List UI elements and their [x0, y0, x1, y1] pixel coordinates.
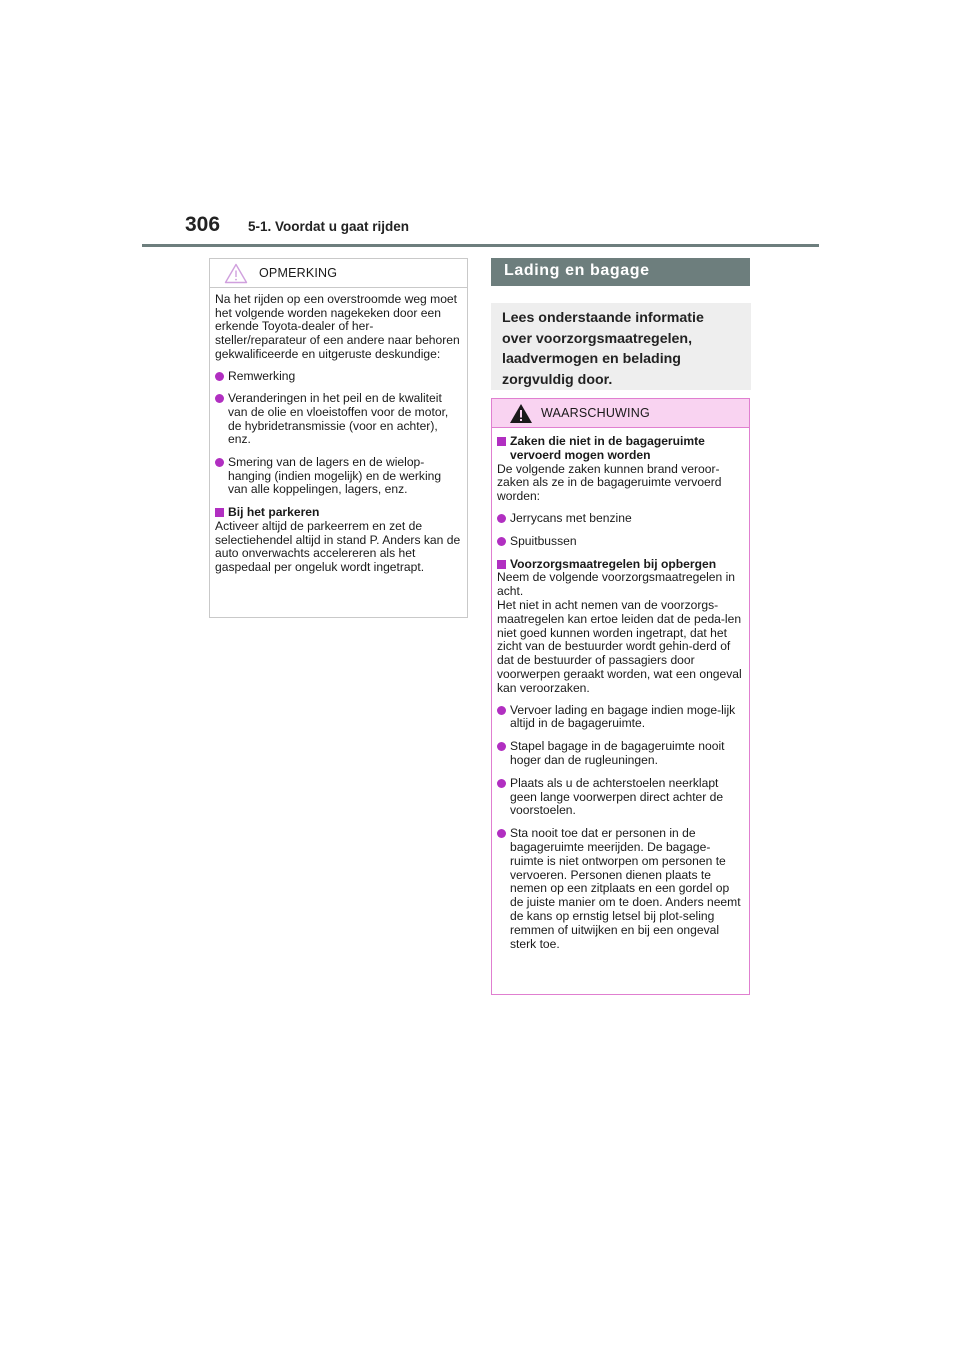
bullet-dot-icon: [215, 458, 224, 467]
caution-triangle-icon: [224, 263, 248, 284]
header-rule: [142, 244, 819, 247]
list-item: Vervoer lading en bagage indien moge-lijk altijd in de bagageruimte.: [497, 704, 743, 732]
bullet-dot-icon: [497, 706, 506, 715]
page-number: 306: [185, 213, 221, 236]
list-item: Veranderingen in het peil en de kwaliteit van de olie en vloeistoffen voor de motor, de hybridetransmissie (voor en achter), enz.: [215, 392, 461, 447]
warning-box: [491, 398, 750, 995]
note-header: [210, 259, 467, 288]
list-item: Stapel bagage in de bagageruimte nooit hoger dan de rugleuningen.: [497, 740, 743, 768]
section-title: 5-1. Voordat u gaat rijden: [248, 219, 410, 234]
bullet-dot-icon: [497, 742, 506, 751]
warning-heading: WAARSCHUWING: [541, 406, 650, 420]
bullet-dot-icon: [497, 829, 506, 838]
list-item: Remwerking: [215, 370, 461, 384]
warning-section-text: Neem de volgende voorzorgsmaatregelen in acht.: [497, 570, 735, 599]
note-box: [209, 258, 468, 618]
cargo-intro-text: Lees onderstaande informatie over voorzorgsmaatregelen, laadvermogen en belading zorgvuldig door.: [502, 310, 704, 388]
bullet-dot-icon: [215, 372, 224, 381]
bullet-dot-icon: [497, 537, 506, 546]
warning-header: [492, 399, 749, 428]
note-intro: Na het rijden op een overstroomde weg moet het volgende worden nagekeken door een erkende Toyota-dealer of her-steller/reparateur of een andere naar behoren gekwalificeerde en uitgeruste deskundige:: [215, 292, 460, 361]
cargo-title: Lading en bagage: [504, 262, 650, 279]
bullet-dot-icon: [497, 779, 506, 788]
parking-heading: Bij het parkeren: [215, 506, 461, 520]
list-item: Spuitbussen: [497, 535, 743, 549]
warning-section-text: Het niet in acht nemen van de voorzorgs-maatregelen kan ertoe leiden dat de peda-len niet goed kunnen worden ingetrapt, dat het zicht van de bestuurder wordt gehin-derd of dat de bestuurder of passagiers door voorwerpen geraakt worden, wat een ongeval kan veroorzaken.: [497, 597, 742, 695]
bullet-square-icon: [215, 508, 224, 517]
warning-section-heading: Zaken die niet in de bagageruimte vervoerd mogen worden: [497, 435, 743, 463]
list-item: Plaats als u de achterstoelen neerklapt geen lange voorwerpen direct achter de voorstoelen.: [497, 777, 743, 818]
list-item: Jerrycans met benzine: [497, 512, 743, 526]
list-item: Sta nooit toe dat er personen in de bagageruimte meerijden. De bagage-ruimte is niet ontworpen om personen te vervoeren. Personen dienen plaats te nemen op een zitplaats en een gordel op de juiste manier om te doen. Anders neemt de kans op ernstig letsel bij plot-seling remmen of uitwijken en bij een ongeval sterk toe.: [497, 827, 743, 951]
bullet-dot-icon: [497, 514, 506, 523]
cargo-title-band: [491, 258, 750, 286]
warning-section-heading: Voorzorgsmaatregelen bij opbergen: [497, 558, 743, 572]
bullet-dot-icon: [215, 394, 224, 403]
warning-section-text: De volgende zaken kunnen brand veroor-zaken als ze in de bagageruimte vervoerd worden:: [497, 461, 722, 504]
list-item: Smering van de lagers en de wielop-hanging (indien mogelijk) en de werking van alle koppelingen, lagers, enz.: [215, 456, 461, 497]
cargo-intro-panel: [491, 303, 751, 390]
bullet-square-icon: [497, 437, 506, 446]
bullet-square-icon: [497, 560, 506, 569]
warning-triangle-icon: [509, 403, 533, 424]
note-heading: OPMERKING: [259, 266, 338, 280]
parking-text: Activeer altijd de parkeerrem en zet de selectiehendel altijd in stand P. Anders kan de auto onverwachts accelereren als het gaspedaal per ongeluk wordt ingetrapt.: [215, 518, 461, 574]
